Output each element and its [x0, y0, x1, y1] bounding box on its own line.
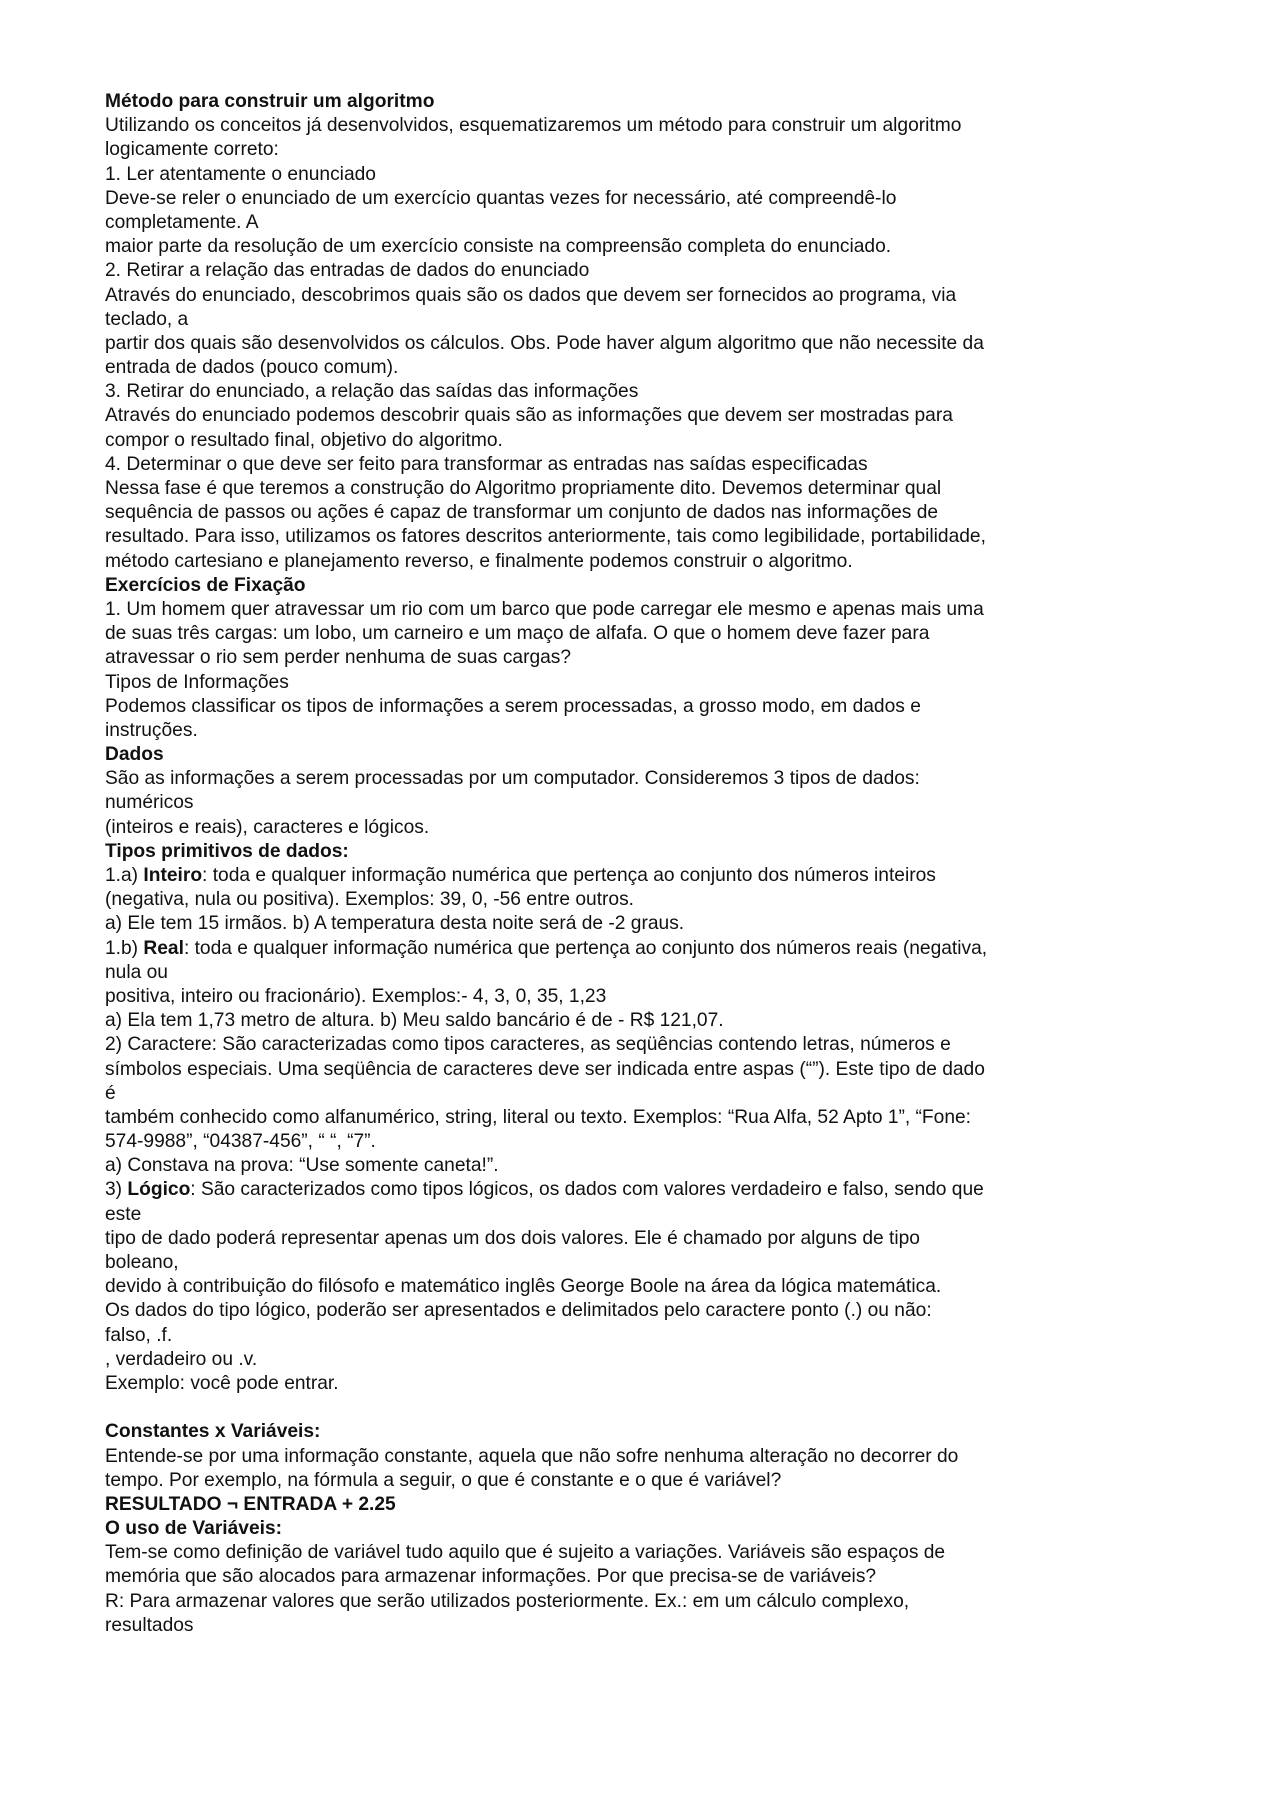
text-line: sequência de passos ou ações é capaz de transformar um conjunto de dados nas informações de	[105, 502, 939, 524]
text-line: atravessar o rio sem perder nenhuma de suas cargas?	[105, 647, 572, 669]
line-prefix: 1.a)	[105, 865, 144, 886]
text-line: 574-9988”, “04387-456”, “ “, “7”.	[105, 1131, 376, 1153]
heading-line: Constantes x Variáveis:	[105, 1421, 321, 1443]
text-line: resultado. Para isso, utilizamos os fatores descritos anteriormente, tais como legibilidade, portabilidade,	[105, 526, 986, 548]
text-line: boleano,	[105, 1252, 179, 1273]
text-line: São as informações a serem processadas por um computador. Consideremos 3 tipos de dados:	[105, 768, 920, 790]
text-line: Os dados do tipo lógico, poderão ser apresentados e delimitados pelo caractere ponto (.) ou não:	[105, 1300, 932, 1322]
text-line: tempo. Por exemplo, na fórmula a seguir, o que é constante e o que é variável?	[105, 1469, 782, 1491]
line-prefix: 3)	[105, 1179, 128, 1201]
text-line: Tem-se como definição de variável tudo aquilo que é sujeito a variações. Variáveis são espaços de	[105, 1542, 946, 1564]
text-line: nula ou	[105, 961, 168, 983]
text-line: 1. Ler atentamente o enunciado	[105, 163, 376, 185]
heading-line: Método para construir um algoritmo	[105, 91, 435, 112]
text-line: este	[105, 1203, 142, 1225]
text-line: entrada de dados (pouco comum).	[105, 357, 399, 379]
text-line: 2. Retirar a relação das entradas de dados do enunciado	[105, 260, 590, 282]
text-line: 4. Determinar o que deve ser feito para transformar as entradas nas saídas especificadas	[105, 453, 868, 475]
text-line: símbolos especiais. Uma seqüência de caracteres deve ser indicada entre aspas (“”). Este tipo de dado	[105, 1058, 985, 1080]
text-line: devido à contribuição do filósofo e matemático inglês George Boole na área da lógica matemática.	[105, 1276, 942, 1298]
text-line: partir dos quais são desenvolvidos os cálculos. Obs. Pode haver algum algoritmo que não necessite da	[105, 332, 984, 354]
text-line: Deve-se reler o enunciado de um exercício quantas vezes for necessário, até compreendê-lo	[105, 187, 897, 209]
text-line: Utilizando os conceitos já desenvolvidos, esquematizaremos um método para construir um algoritmo	[105, 115, 962, 137]
heading-line: O uso de Variáveis:	[105, 1518, 283, 1540]
line-rest: : São caracterizados como tipos lógicos, os dados com valores verdadeiro e falso, sendo que	[190, 1179, 984, 1201]
text-line: é	[105, 1082, 116, 1104]
text-line: completamente. A	[105, 211, 259, 233]
text-line: 1. Um homem quer atravessar um rio com um barco que pode carregar ele mesmo e apenas mais uma	[105, 598, 984, 620]
text-line: (negativa, nula ou positiva). Exemplos: 39, 0, -56 entre outros.	[105, 889, 635, 911]
heading-line: Tipos primitivos de dados:	[105, 840, 349, 862]
text-line: teclado, a	[105, 308, 189, 330]
text-line: Exemplo: você pode entrar.	[105, 1372, 339, 1394]
text-line: também conhecido como alfanumérico, string, literal ou texto. Exemplos: “Rua Alfa, 52 Apto 1”, “Fone:	[105, 1106, 971, 1128]
text-line: R: Para armazenar valores que serão utilizados posteriormente. Ex.: em um cálculo complexo,	[105, 1590, 910, 1612]
text-line: de suas três cargas: um lobo, um carneiro e um maço de alfafa. O que o homem deve fazer para	[105, 623, 930, 645]
document-body	[105, 90, 1105, 1638]
heading-line: Dados	[105, 744, 164, 766]
text-line: Nessa fase é que teremos a construção do Algoritmo propriamente dito. Devemos determinar qual	[105, 478, 942, 499]
text-line: memória que são alocados para armazenar informações. Por que precisa-se de variáveis?	[105, 1566, 877, 1588]
text-line: logicamente correto:	[105, 139, 279, 161]
line-rest: : toda e qualquer informação numérica que pertença ao conjunto dos números reais (negativa,	[183, 937, 988, 959]
line-rest: : toda e qualquer informação numérica que pertença ao conjunto dos números inteiros	[202, 865, 936, 886]
text-line: a) Ela tem 1,73 metro de altura. b) Meu saldo bancário é de - R$ 121,07.	[105, 1010, 724, 1032]
text-line: Entende-se por uma informação constante, aquela que não sofre nenhuma alteração no decorrer do	[105, 1445, 959, 1467]
bold-term: Inteiro	[143, 865, 203, 886]
text-line	[105, 1396, 1105, 1420]
bold-term: Lógico	[127, 1179, 191, 1201]
text-line: falso, .f.	[105, 1324, 173, 1346]
bold-term: Real	[143, 937, 184, 959]
text-line: (inteiros e reais), caracteres e lógicos.	[105, 816, 430, 838]
text-line: numéricos	[105, 792, 194, 814]
text-line: a) Ele tem 15 irmãos. b) A temperatura desta noite será de -2 graus.	[105, 913, 685, 935]
text-line: Tipos de Informações	[105, 671, 289, 693]
text-line: a) Constava na prova: “Use somente caneta!”.	[105, 1155, 499, 1177]
text-line: Podemos classificar os tipos de informações a serem processadas, a grosso modo, em dados e	[105, 695, 921, 717]
text-line: método cartesiano e planejamento reverso, e finalmente podemos construir o algoritmo.	[105, 550, 853, 572]
text-line: resultados	[105, 1614, 194, 1636]
text-line: compor o resultado final, objetivo do algoritmo.	[105, 429, 503, 451]
heading-line: Exercícios de Fixação	[105, 574, 306, 596]
text-line: tipo de dado poderá representar apenas um dos dois valores. Ele é chamado por alguns de tipo	[105, 1227, 920, 1249]
text-line: positiva, inteiro ou fracionário). Exemplos:- 4, 3, 0, 35, 1,23	[105, 985, 607, 1007]
text-line	[105, 1178, 1105, 1202]
text-line: Através do enunciado podemos descobrir quais são as informações que devem ser mostradas para	[105, 405, 953, 427]
text-line	[105, 937, 1105, 961]
text-line: 2) Caractere: São caracterizadas como tipos caracteres, as seqüências contendo letras, números e	[105, 1034, 951, 1056]
text-line: maior parte da resolução de um exercício consiste na compreensão completa do enunciado.	[105, 236, 892, 258]
text-line: , verdadeiro ou .v.	[105, 1348, 258, 1370]
text-line: Através do enunciado, descobrimos quais são os dados que devem ser fornecidos ao programa, via	[105, 284, 957, 306]
text-line	[105, 864, 1105, 888]
heading-line: RESULTADO ¬ ENTRADA + 2.25	[105, 1493, 396, 1515]
text-line: instruções.	[105, 719, 198, 741]
line-prefix: 1.b)	[105, 937, 144, 959]
text-line: 3. Retirar do enunciado, a relação das saídas das informações	[105, 381, 639, 403]
